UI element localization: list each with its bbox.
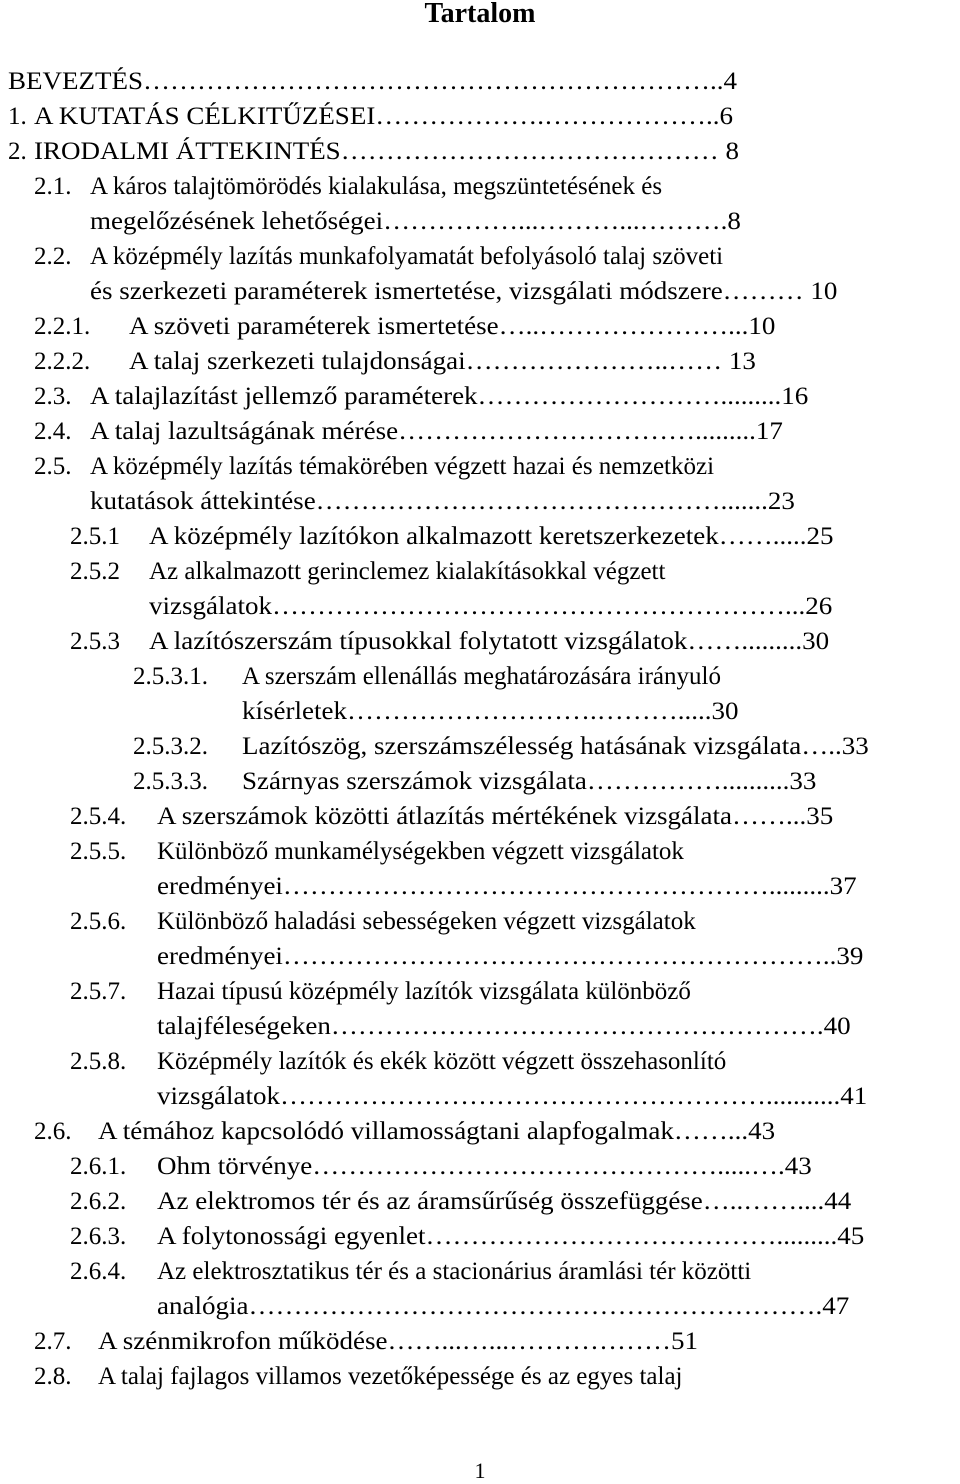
toc-entry — [0, 1012, 952, 1044]
toc-entry-text: vizsgálatok………………………………………………...........41 — [157, 1083, 868, 1110]
toc-entry — [0, 1327, 952, 1359]
toc-entry-text: Lazítószög, szerszámszélesség hatásának vizsgálata…..33 — [242, 733, 869, 760]
toc-entry — [0, 347, 952, 379]
toc-entry — [0, 172, 952, 204]
toc-entry-number: 2.6.3. — [70, 1223, 127, 1250]
toc-entry — [0, 1082, 952, 1114]
toc-entry-number: 2. — [8, 138, 27, 165]
toc-entry — [0, 907, 952, 939]
toc-entry — [0, 697, 952, 729]
toc-entry-number: 2.5.3.1. — [133, 663, 208, 690]
toc-entry — [0, 137, 952, 169]
toc-entry-text: Hazai típusú középmély lazítók vizsgálata különböző — [157, 978, 691, 1005]
page-number: 1 — [474, 1458, 486, 1483]
toc-entry — [0, 1187, 952, 1219]
toc-entry — [0, 732, 952, 764]
toc-entry-text: Különböző munkamélységekben végzett vizsgálatok — [157, 838, 684, 865]
toc-title: Tartalom — [424, 0, 536, 29]
toc-entry — [0, 102, 952, 134]
toc-entry-text: A témához kapcsolódó villamosságtani alapfogalmak……...43 — [98, 1118, 776, 1145]
toc-entry — [0, 627, 952, 659]
toc-entry — [0, 1222, 952, 1254]
toc-entry — [0, 452, 952, 484]
toc-entry-number: 2.5.3 — [70, 628, 120, 655]
toc-entry-number: 2.4. — [34, 418, 72, 445]
toc-entry-text: A folytonossági egyenlet………………………………….........45 — [157, 1223, 865, 1250]
toc-entry — [0, 1152, 952, 1184]
toc-entry-text: BEVEZTÉS………………………………………………………..4 — [8, 68, 737, 95]
toc-entry-number: 2.5.4. — [70, 803, 127, 830]
toc-entry-number: 2.5.1 — [70, 523, 120, 550]
toc-entry-number: 2.5.3.3. — [133, 768, 208, 795]
toc-entry — [0, 522, 952, 554]
toc-entry — [0, 1257, 952, 1289]
toc-entry-number: 2.6. — [34, 1118, 72, 1145]
toc-entry-text: A középmély lazítás témakörében végzett hazai és nemzetközi — [90, 453, 715, 480]
toc-entry — [0, 242, 952, 274]
toc-entry-text: kísérletek……………………….……….....30 — [242, 698, 739, 725]
toc-entry-number: 2.5. — [34, 453, 72, 480]
toc-entry-text: A talajlazítást jellemző paraméterek……………………….........16 — [90, 383, 809, 410]
toc-entry-number: 2.2.2. — [34, 348, 91, 375]
toc-entry-text: kutatások áttekintése……………………………………….......23 — [90, 488, 795, 515]
toc-entry-text: talajféleségeken……………………………………………….40 — [157, 1013, 851, 1040]
toc-entry-text: A lazítószerszám típusokkal folytatott vizsgálatok…….........30 — [149, 628, 830, 655]
toc-entry-number: 2.2.1. — [34, 313, 91, 340]
toc-entry-text: Szárnyas szerszámok vizsgálata……………..........33 — [242, 768, 817, 795]
toc-entry — [0, 837, 952, 869]
toc-entry — [0, 417, 952, 449]
toc-entry — [0, 1117, 952, 1149]
toc-entry — [0, 67, 952, 99]
toc-entry-text: és szerkezeti paraméterek ismertetése, vizsgálati módszere……… 10 — [90, 278, 838, 305]
toc-entry — [0, 1047, 952, 1079]
toc-entry-text: IRODALMI ÁTTEKINTÉS…………………………………… 8 — [34, 138, 739, 165]
toc-entry-text: Az elektrosztatikus tér és a stacionárius áramlási tér közötti — [157, 1258, 752, 1285]
toc-entry-number: 2.5.3.2. — [133, 733, 208, 760]
toc-entry — [0, 312, 952, 344]
toc-entry-number: 1. — [8, 103, 27, 130]
toc-entry-text: megelőzésének lehetőségei……………...………...……….8 — [90, 208, 741, 235]
toc-entry-text: A középmély lazítás munkafolyamatát befolyásoló talaj szöveti — [90, 243, 724, 270]
toc-entry — [0, 977, 952, 1009]
toc-entry-text: A káros talajtömörödés kialakulása, megszüntetésének és — [90, 173, 663, 200]
toc-entry-text: A szerszám ellenállás meghatározására irányuló — [242, 663, 721, 690]
toc-entry-number: 2.3. — [34, 383, 72, 410]
toc-entry-number: 2.5.7. — [70, 978, 127, 1005]
toc-entry-text: Az elektromos tér és az áramsűrűség összefüggése…..……....44 — [157, 1188, 852, 1215]
toc-entry-number: 2.5.6. — [70, 908, 127, 935]
toc-entry — [0, 1362, 952, 1394]
toc-entry — [0, 942, 952, 974]
toc-entry-text: A szöveti paraméterek ismertetése…..…………………...10 — [129, 313, 776, 340]
toc-entry-text: A talaj szerkezeti tulajdonságai…………………..…… 13 — [129, 348, 756, 375]
toc-entry — [0, 592, 952, 624]
toc-entry-number: 2.7. — [34, 1328, 72, 1355]
toc-entry-text: Ohm törvénye……………………………………….....….43 — [157, 1153, 812, 1180]
toc-entry — [0, 487, 952, 519]
toc-entry-number: 2.5.2 — [70, 558, 120, 585]
toc-entry — [0, 382, 952, 414]
toc-entry-number: 2.6.2. — [70, 1188, 127, 1215]
toc-entry-text: eredményei……………………………………………………..39 — [157, 943, 864, 970]
toc-entry-text: A talaj fajlagos villamos vezetőképessége és az egyes talaj — [98, 1363, 683, 1390]
toc-entry-text: Különböző haladási sebességeken végzett vizsgálatok — [157, 908, 696, 935]
toc-entry-text: analógia……………………………………………………….47 — [157, 1293, 850, 1320]
toc-entry-text: vizsgálatok…………………………………………………...26 — [149, 593, 833, 620]
toc-entry — [0, 767, 952, 799]
toc-entry-text: eredményei……………………………………………….........37 — [157, 873, 857, 900]
toc-entry-number: 2.5.5. — [70, 838, 127, 865]
toc-entry-text: A szénmikrofon működése……...…...………………51 — [98, 1328, 698, 1355]
toc-entry — [0, 207, 952, 239]
toc-entry-number: 2.6.1. — [70, 1153, 127, 1180]
toc-entry-text: A talaj lazultságának mérése…………………………….........17 — [90, 418, 783, 445]
toc-entry-text: A KUTATÁS CÉLKITŰZÉSEI……………….………………..6 — [34, 103, 734, 130]
toc-entry — [0, 872, 952, 904]
toc-entry-number: 2.8. — [34, 1363, 72, 1390]
toc-entry-number: 2.5.8. — [70, 1048, 127, 1075]
toc-entry — [0, 557, 952, 589]
toc-entry — [0, 277, 952, 309]
toc-entry-text: Az alkalmazott gerinclemez kialakításokkal végzett — [149, 558, 666, 585]
toc-entry-number: 2.2. — [34, 243, 72, 270]
toc-entry-text: Középmély lazítók és ekék között végzett összehasonlító — [157, 1048, 727, 1075]
toc-entry-text: A középmély lazítókon alkalmazott keretszerkezetek…….....25 — [149, 523, 834, 550]
toc-entry-text: A szerszámok közötti átlazítás mértékének vizsgálata……...35 — [157, 803, 834, 830]
toc-entry — [0, 662, 952, 694]
toc-entry — [0, 802, 952, 834]
toc-entry-number: 2.6.4. — [70, 1258, 127, 1285]
toc-entry-number: 2.1. — [34, 173, 72, 200]
toc-entry — [0, 1292, 952, 1324]
